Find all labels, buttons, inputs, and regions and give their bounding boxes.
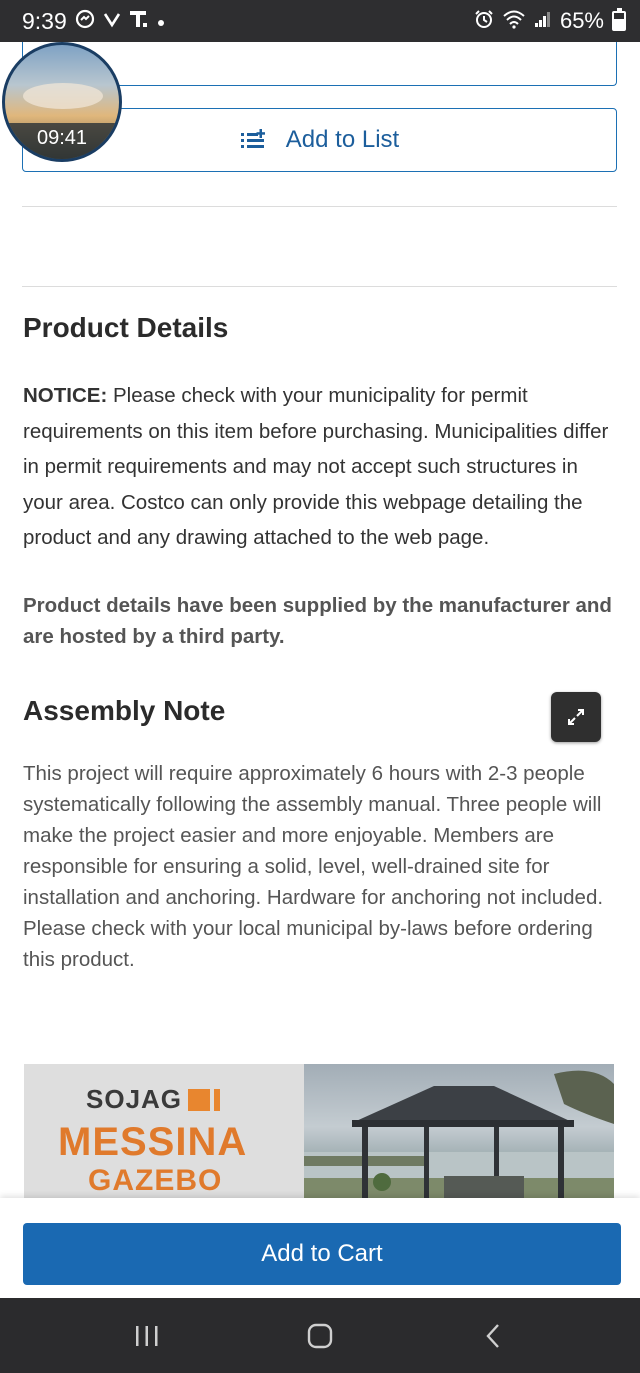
home-button[interactable] xyxy=(290,1311,350,1361)
brand-mark-icon xyxy=(188,1089,210,1111)
wifi-icon xyxy=(502,9,526,33)
gazebo-illustration xyxy=(304,1064,614,1204)
banner-title-panel xyxy=(24,1064,304,1204)
assembly-note-heading: Assembly Note xyxy=(23,695,226,726)
video-time: 09:41 xyxy=(5,123,119,159)
messenger-icon xyxy=(75,9,95,33)
supplier-note: Product details have been supplied by the manufacturer and are hosted by a third party. xyxy=(23,594,612,648)
battery-percent: 65% xyxy=(559,8,604,33)
t-app-icon xyxy=(129,9,149,33)
add-to-cart-button[interactable] xyxy=(23,1223,621,1285)
banner-product-type: GAZEBO xyxy=(88,1164,223,1197)
video-thumbnail-cloud xyxy=(23,83,103,109)
list-add-icon xyxy=(240,129,266,151)
floating-video-bubble[interactable] xyxy=(2,42,122,162)
expand-icon xyxy=(564,705,588,729)
notice-text: Please check with your municipality for permit requirements on this item before purchasing. Municipalities differ in permit requirements and may not accept such structures in your area. Costco can only provide this webpage detailing the product and any drawing attached to the web page. xyxy=(23,384,609,549)
banner-product-name: MESSINA xyxy=(58,1120,248,1164)
check-icon xyxy=(103,10,121,32)
brand-logo xyxy=(86,1084,210,1115)
expand-button[interactable] xyxy=(551,692,601,742)
recents-icon xyxy=(134,1324,160,1348)
system-nav-bar xyxy=(0,1298,640,1373)
product-banner-image xyxy=(24,1064,614,1204)
add-to-cart-bar xyxy=(0,1198,640,1298)
add-to-list-label: Add to List xyxy=(285,126,400,153)
signal-icon xyxy=(534,10,552,32)
battery-icon xyxy=(612,11,626,31)
back-icon xyxy=(483,1322,503,1350)
divider xyxy=(22,206,617,207)
gazebo-photo xyxy=(304,1064,614,1204)
status-bar xyxy=(0,0,640,42)
notice-label: NOTICE: xyxy=(23,384,108,407)
product-details-heading: Product Details xyxy=(23,312,229,343)
recents-button[interactable] xyxy=(117,1311,177,1361)
notice-paragraph xyxy=(23,378,618,556)
status-right xyxy=(474,8,626,34)
back-button[interactable] xyxy=(463,1311,523,1361)
add-to-cart-label: Add to Cart xyxy=(261,1240,383,1267)
battery-fill xyxy=(614,19,624,29)
dot-icon xyxy=(157,12,165,31)
status-time: 9:39 xyxy=(22,7,67,34)
brand-name: SOJAG xyxy=(86,1084,183,1114)
divider xyxy=(22,286,617,287)
alarm-icon xyxy=(474,9,494,33)
home-icon xyxy=(306,1322,334,1350)
status-left xyxy=(22,8,165,35)
assembly-note-text: This project will require approximately 6 hours with 2-3 people systematically following the assembly manual. Three people will make the project easier and more enjoyable. Members are responsible for ensuring a solid, level, well-drained site for installation and anchoring. Hardware for anchoring not included. Please check with your local municipal by-laws before ordering this product. xyxy=(23,762,604,971)
